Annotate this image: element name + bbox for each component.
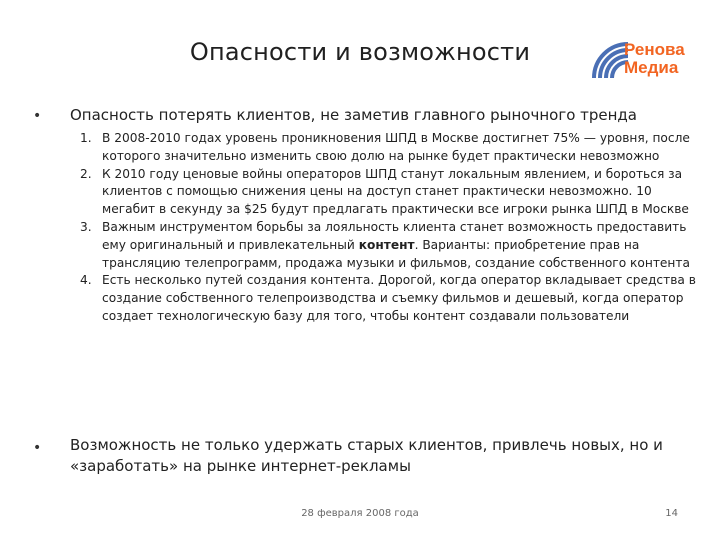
list-item-text: В 2008-2010 годах уровень проникновения ШПД в Москве достигнет 75% — уровня, после которого значительно изменить свою долю на рынке будет практически невозможно — [102, 131, 690, 163]
list-item-text-bold: контент — [358, 237, 415, 252]
renova-media-logo — [590, 38, 700, 80]
bullet-opportunity-text: Возможность не только удержать старых клиентов, привлечь новых, но и «заработать» на рынке интернет-рекламы — [70, 436, 663, 475]
logo-word-2: Медиа — [624, 58, 679, 77]
list-item-text: К 2010 году ценовые войны операторов ШПД станут локальным явлением, и бороться за клиентов с помощью снижения цены на доступ станет практически невозможно. 10 мегабит в секунду за $25 будут предлагать практически все игроки рынка ШПД в Москве — [102, 166, 689, 217]
bullet-marker: • — [33, 440, 42, 456]
list-item-number: 4. — [80, 273, 92, 288]
bullet-danger-text: Опасность потерять клиентов, не заметив главного рыночного тренда — [70, 106, 637, 124]
footer-date: 28 февраля 2008 года — [301, 508, 419, 519]
list-item-number: 2. — [80, 166, 92, 181]
list-item — [78, 272, 698, 325]
bullet-marker: • — [33, 108, 42, 124]
list-item-number: 3. — [80, 219, 92, 234]
list-item — [78, 166, 698, 219]
list-item-text-after: . Варианты: приобретение прав на трансляцию телепрограмм, продажа музыки и фильмов, создание собственного контента — [102, 237, 690, 270]
numbered-list — [78, 130, 698, 326]
list-item-text-before: Важным инструментом борьбы за лояльность клиента станет возможность предоставить ему оригинальный и привлекательный — [102, 219, 687, 252]
page-number: 14 — [665, 508, 678, 519]
logo-word-1: Ренова — [624, 40, 685, 59]
list-item-text: Есть несколько путей создания контента. Дорогой, когда оператор вкладывает средства в создание собственного телепроизводства и съемку фильмов и дешевый, когда оператор создает технологическую базу для того, чтобы контент создавали пользователи — [102, 273, 696, 323]
slide-title: Опасности и возможности — [189, 38, 531, 66]
list-item — [78, 130, 698, 166]
list-item-number: 1. — [80, 131, 92, 145]
list-item — [78, 219, 698, 272]
